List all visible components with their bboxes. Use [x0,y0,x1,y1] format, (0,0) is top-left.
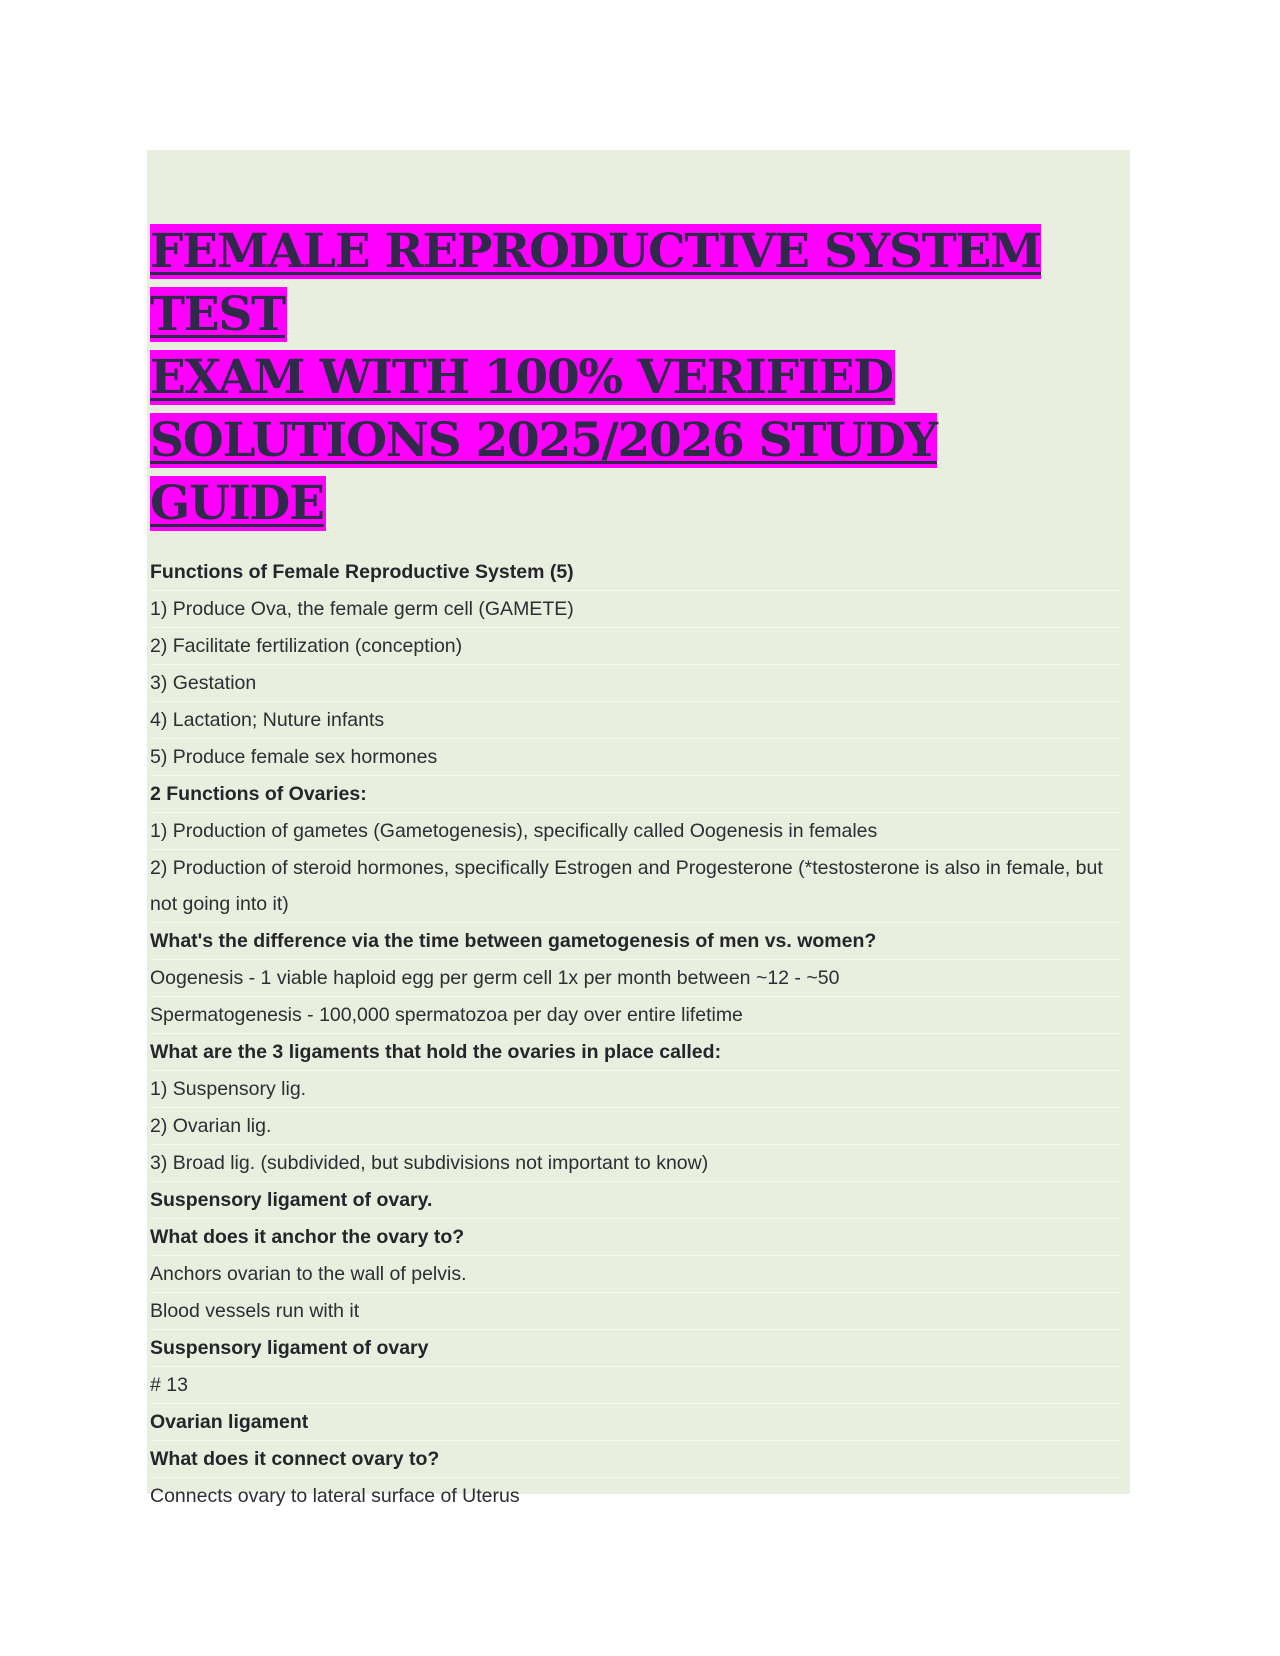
title-line-1: FEMALE REPRODUCTIVE SYSTEM TEST [150,224,1041,342]
question-line: Suspensory ligament of ovary [150,1330,1120,1367]
document-title [150,220,1125,535]
question-line: Functions of Female Reproductive System (5) [150,554,1120,591]
study-content [150,554,1120,1515]
answer-line: Anchors ovarian to the wall of pelvis. [150,1256,1120,1293]
answer-line: # 13 [150,1367,1120,1404]
answer-line: 2) Facilitate fertilization (conception) [150,628,1120,665]
question-line: What does it anchor the ovary to? [150,1219,1120,1256]
answer-line: 1) Suspensory lig. [150,1071,1120,1108]
answer-line: 3) Broad lig. (subdivided, but subdivisions not important to know) [150,1145,1120,1182]
question-line: 2 Functions of Ovaries: [150,776,1120,813]
answer-line: 1) Produce Ova, the female germ cell (GAMETE) [150,591,1120,628]
document-page [147,150,1130,1507]
answer-line: Blood vessels run with it [150,1293,1120,1330]
answer-line: 5) Produce female sex hormones [150,739,1120,776]
question-line: What are the 3 ligaments that hold the ovaries in place called: [150,1034,1120,1071]
answer-line: Spermatogenesis - 100,000 spermatozoa per day over entire lifetime [150,997,1120,1034]
answer-line: Connects ovary to lateral surface of Uterus [150,1478,1120,1515]
answer-line: 2) Production of steroid hormones, specifically Estrogen and Progesterone (*testosterone is also in female, but not going into it) [150,850,1120,923]
answer-line: 1) Production of gametes (Gametogenesis), specifically called Oogenesis in females [150,813,1120,850]
question-line: What does it connect ovary to? [150,1441,1120,1478]
answer-line: 4) Lactation; Nuture infants [150,702,1120,739]
answer-line: 2) Ovarian lig. [150,1108,1120,1145]
question-line: What's the difference via the time between gametogenesis of men vs. women? [150,923,1120,960]
answer-line: 3) Gestation [150,665,1120,702]
answer-line: Oogenesis - 1 viable haploid egg per germ cell 1x per month between ~12 - ~50 [150,960,1120,997]
question-line: Suspensory ligament of ovary. [150,1182,1120,1219]
title-line-3: SOLUTIONS 2025/2026 STUDY GUIDE [150,413,937,531]
question-line: Ovarian ligament [150,1404,1120,1441]
title-line-2: EXAM WITH 100% VERIFIED [150,350,893,405]
